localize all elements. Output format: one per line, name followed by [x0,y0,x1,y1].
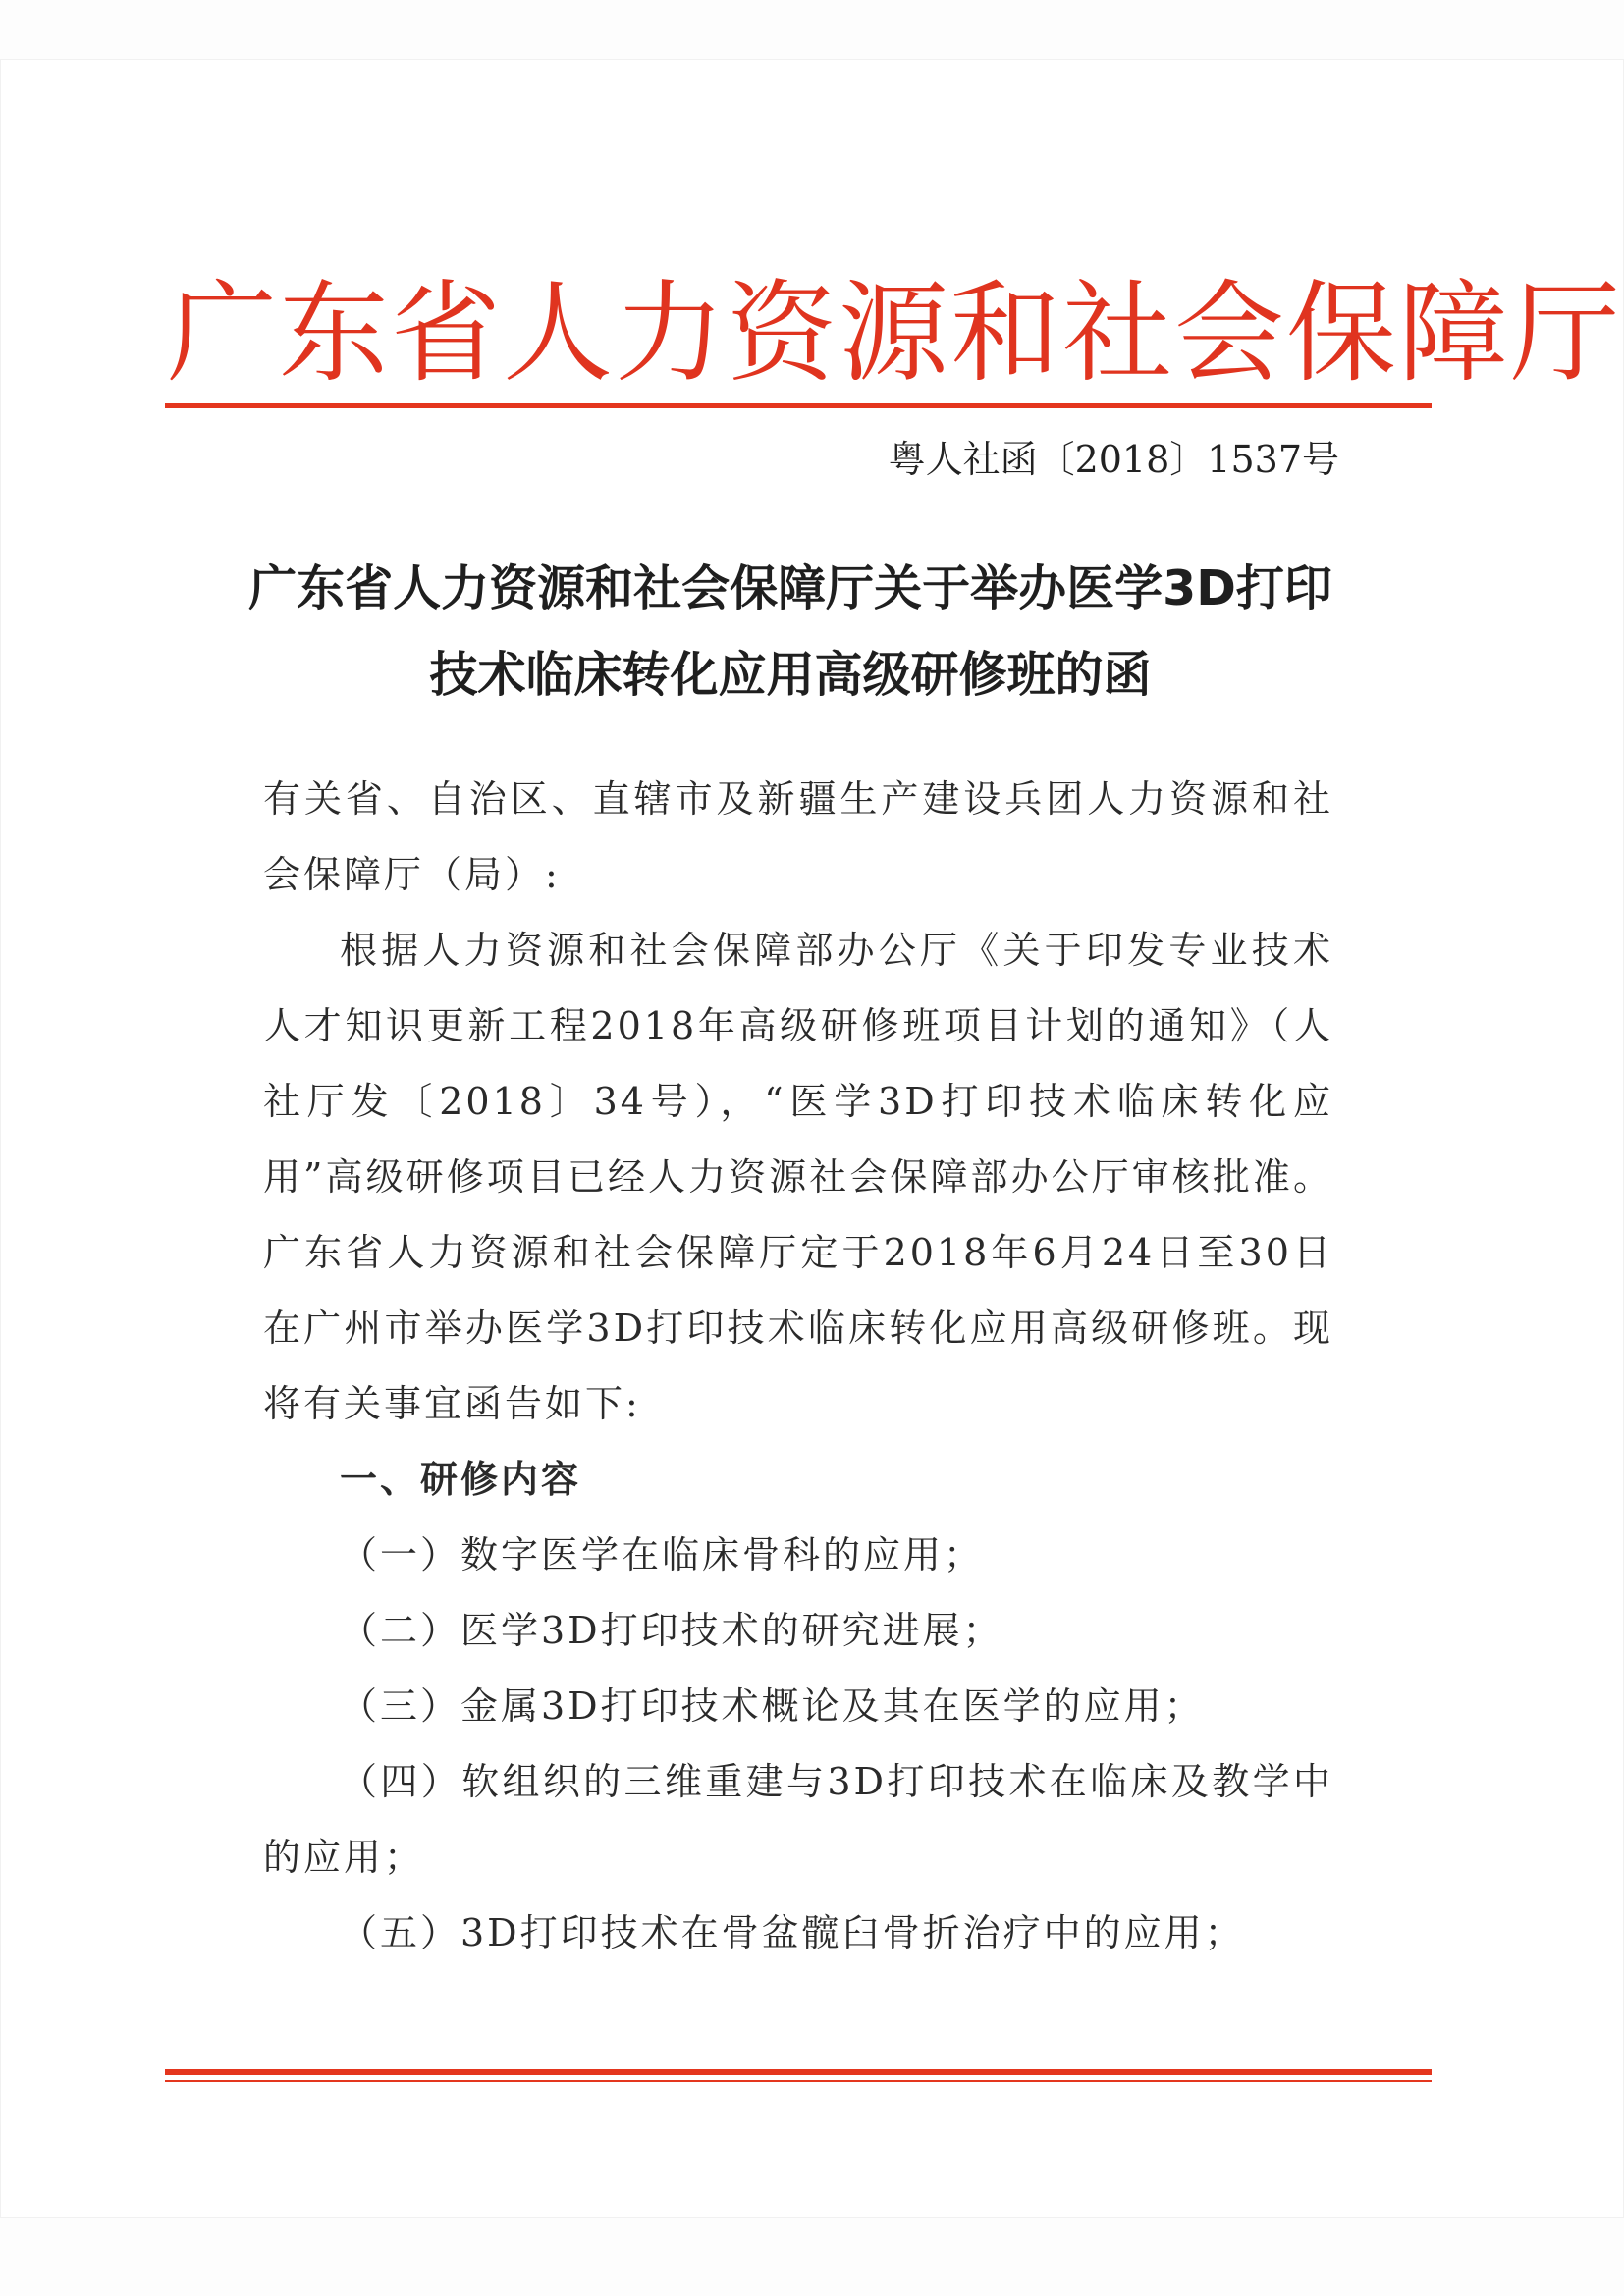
salutation: 有关省、自治区、直辖市及新疆生产建设兵团人力资源和社会保障厅（局）: [263,777,1333,896]
paragraph: 根据人力资源和社会保障部办公厅《关于印发专业技术人才知识更新工程2018年高级研修班项目计划的通知》（人社厅发〔2018〕34号），“医学3D打印技术临床转化应用”高级研修项目已经人力资源社会保障部办公厅审核批准。广东省人力资源和社会保障厅定于2018年6月24日至30日在广州市举办医学3D打印技术临床转化应用高级研修班。现将有关事宜函告如下: [263,929,1333,1425]
list-item: （四）软组织的三维重建与3D打印技术在临床及教学中的应用； [263,1760,1333,1879]
list-item: （二）医学3D打印技术的研究进展； [340,1609,1003,1652]
masthead-title: 广东省人力资源和社会保障厅 [167,270,1622,398]
masthead-red-rule [165,403,1432,408]
section-heading: 一、研修内容 [340,1458,582,1501]
footer-red-rule [165,2069,1432,2075]
list-item: （一）数字医学在临床骨科的应用； [340,1533,985,1576]
document-number: 粤人社函〔2018〕1537号 [888,438,1339,481]
document-title: 广东省人力资源和社会保障厅关于举办医学3D打印技术临床转化应用高级研修班的函 [248,561,1332,703]
list-item: （五）3D打印技术在骨盆髋臼骨折治疗中的应用； [340,1911,1245,1954]
footer-red-rule-thin [165,2080,1432,2082]
document-body [263,762,1333,1971]
list-item: （三）金属3D打印技术概论及其在医学的应用； [340,1684,1205,1728]
